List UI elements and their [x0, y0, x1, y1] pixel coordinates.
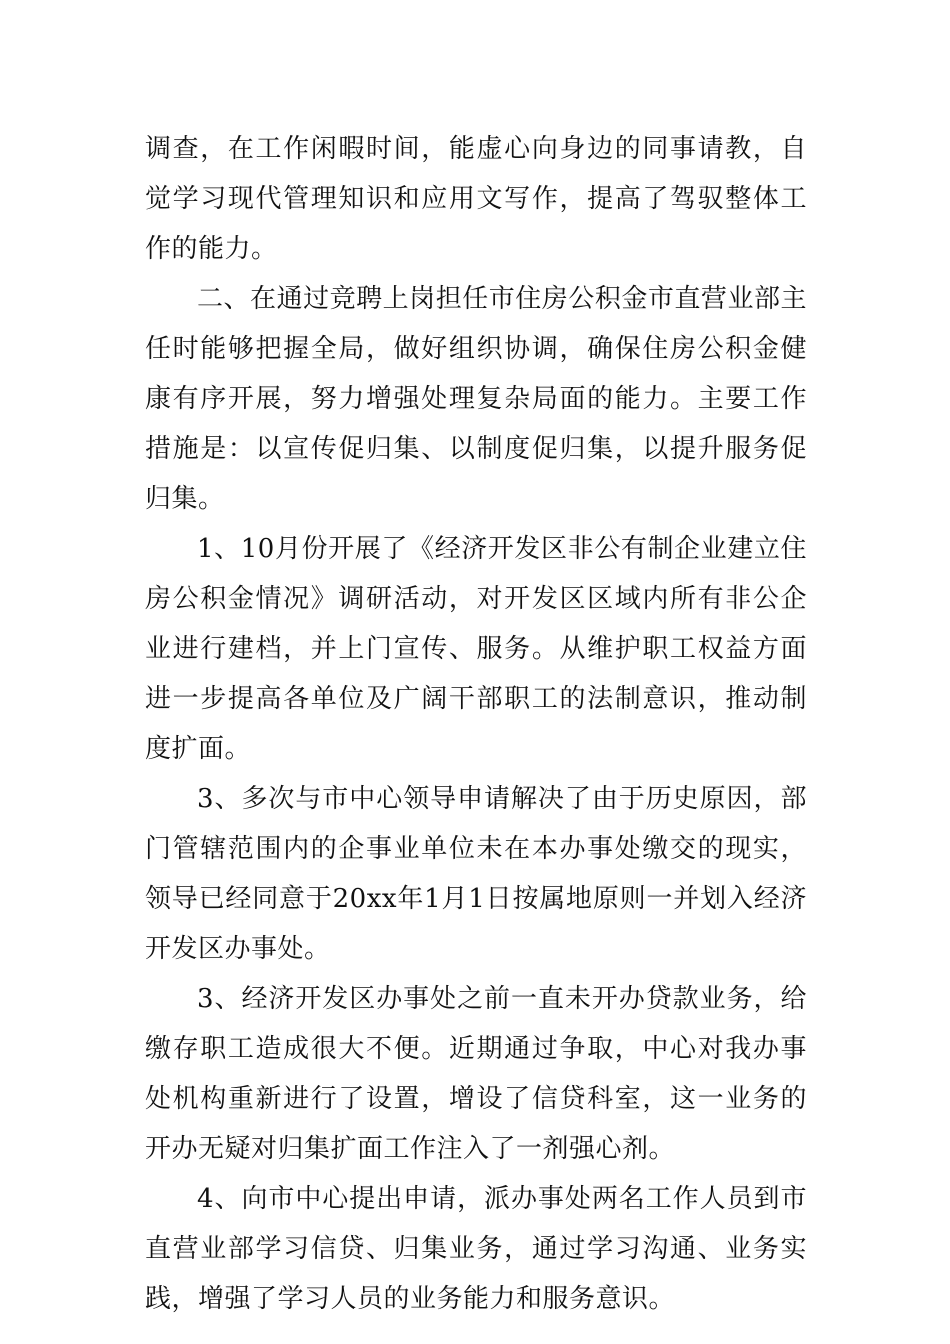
paragraph-section-two: 二、在通过竞聘上岗担任市住房公积金市直营业部主任时能够把握全局，做好组织协调，确保住房公积金健康有序开展，努力增强处理复杂局面的能力。主要工作措施是：以宣传促归集、以制度促归集，以提升服务促归集。 — [145, 284, 807, 514]
paragraph-item-3a: 3、多次与市中心领导申请解决了由于历史原因，部门管辖范围内的企事业单位未在本办事处缴交的现实，领导已经同意于20xx年1月1日按属地原则一并划入经济开发区办事处。 — [145, 784, 807, 964]
paragraph-item-3b: 3、经济开发区办事处之前一直未开办贷款业务，给缴存职工造成很大不便。近期通过争取，中心对我办事处机构重新进行了设置，增设了信贷科室，这一业务的开办无疑对归集扩面工作注入了一剂强心剂。 — [145, 984, 807, 1164]
paragraph-item-4: 4、向市中心提出申请，派办事处两名工作人员到市直营业部学习信贷、归集业务，通过学习沟通、业务实践，增强了学习人员的业务能力和服务意识。 — [145, 1184, 807, 1314]
paragraph-item-1: 1、10月份开展了《经济开发区非公有制企业建立住房公积金情况》调研活动，对开发区区域内所有非公企业进行建档，并上门宣传、服务。从维护职工权益方面进一步提高各单位及广阔干部职工的法制意识，推动制度扩面。 — [145, 534, 807, 764]
paragraph-continuation: 调查，在工作闲暇时间，能虚心向身边的同事请教，自觉学习现代管理知识和应用文写作，提高了驾驭整体工作的能力。 — [145, 134, 807, 264]
document-body — [145, 124, 807, 1324]
